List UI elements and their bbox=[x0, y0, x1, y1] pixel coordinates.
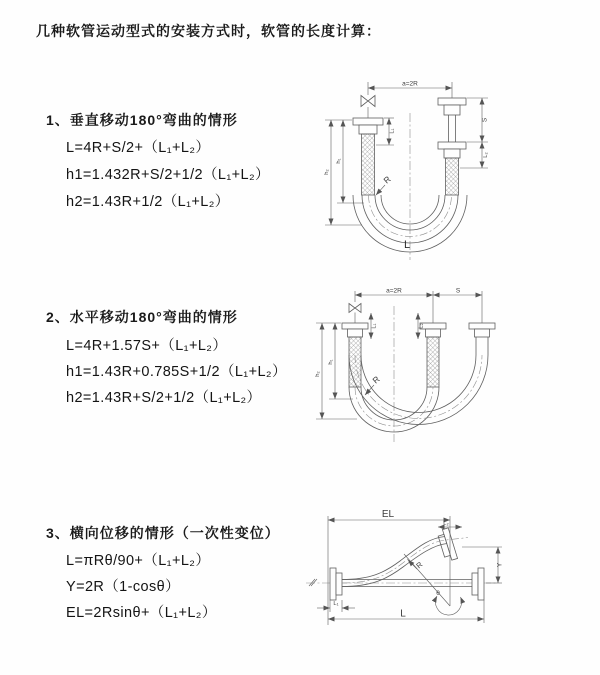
dim-label-l2: L₂ bbox=[483, 152, 489, 158]
hose-left bbox=[349, 337, 361, 387]
dim-label-a2r: a=2R bbox=[386, 287, 402, 295]
angle-theta bbox=[404, 554, 462, 615]
flange-right-upper bbox=[438, 98, 466, 115]
section-3-formula-l: L=πRθ/90+（L₁+L₂） bbox=[66, 553, 211, 569]
dim-label-l1: L₁ bbox=[371, 323, 378, 329]
length-label: L bbox=[403, 239, 411, 251]
section-3-heading: 3、横向位移的情形（一次性变位） bbox=[46, 525, 280, 541]
flange-left bbox=[342, 323, 368, 337]
hose-left bbox=[362, 134, 375, 195]
diagram-vertical-180-bend bbox=[315, 68, 595, 263]
section-1-heading: 1、垂直移动180°弯曲的情形 bbox=[46, 112, 238, 128]
flange-left bbox=[330, 568, 342, 600]
dim-label-h2: h₂ bbox=[315, 371, 321, 377]
radius-label: R bbox=[381, 173, 393, 186]
section-2-formula-h2: h2=1.43R+S/2+1/2（L₁+L₂） bbox=[66, 390, 262, 406]
section-1-formula-h2: h2=1.43R+1/2（L₁+L₂） bbox=[66, 194, 230, 210]
section-2-formula-l: L=4R+1.57S+（L₁+L₂） bbox=[66, 338, 228, 354]
dim-label-s: S bbox=[481, 117, 489, 123]
section-3-formula-el: EL=2Rsinθ+（L₁+L₂） bbox=[66, 605, 217, 621]
page-title: 几种软管运动型式的安装方式时，软管的长度计算： bbox=[36, 23, 381, 39]
section-2-heading: 2、水平移动180°弯曲的情形 bbox=[46, 309, 238, 325]
section-2-formula-h1: h1=1.43R+0.785S+1/2（L₁+L₂） bbox=[66, 364, 287, 380]
dim-label-h1: h₁ bbox=[328, 359, 334, 365]
valve-icon bbox=[361, 96, 375, 107]
flange-right bbox=[469, 323, 495, 337]
dim-label-h1: h₁ bbox=[336, 158, 342, 164]
dim-label-y: Y bbox=[496, 562, 504, 568]
dim-label-l1: L₁ bbox=[333, 601, 339, 607]
flange-right-lower bbox=[438, 142, 466, 158]
dim-label-l1: L₁ bbox=[389, 128, 396, 134]
flange-right-original bbox=[472, 568, 484, 600]
diagram-horizontal-180-bend bbox=[308, 282, 600, 450]
angle-label: θ bbox=[436, 590, 440, 597]
dim-label-s: S bbox=[455, 287, 461, 295]
hose-middle bbox=[427, 337, 439, 387]
dim-label-a2r: a=2R bbox=[402, 80, 418, 88]
diagram-lateral-displacement bbox=[300, 505, 600, 640]
section-1-formula-l: L=4R+S/2+（L₁+L₂） bbox=[66, 140, 211, 156]
section-1-formula-h1: h1=1.432R+S/2+1/2（L₁+L₂） bbox=[66, 167, 270, 183]
dim-label-l: L bbox=[400, 608, 406, 620]
valve-icon bbox=[349, 304, 361, 313]
pipe-break-mark bbox=[309, 579, 317, 586]
radius-label: R bbox=[414, 559, 425, 571]
hose-right bbox=[446, 158, 459, 195]
flange-left bbox=[353, 118, 383, 134]
section-3-formula-y: Y=2R（1-cosθ） bbox=[66, 579, 180, 595]
dim-label-el: EL bbox=[381, 509, 395, 520]
dim-label-h2: h₂ bbox=[324, 169, 330, 175]
radius-leader bbox=[376, 185, 385, 195]
radius-label: R bbox=[370, 373, 382, 386]
dim-label-l2: L₂ bbox=[443, 521, 449, 527]
dim-label-l2: L₂ bbox=[418, 323, 425, 329]
